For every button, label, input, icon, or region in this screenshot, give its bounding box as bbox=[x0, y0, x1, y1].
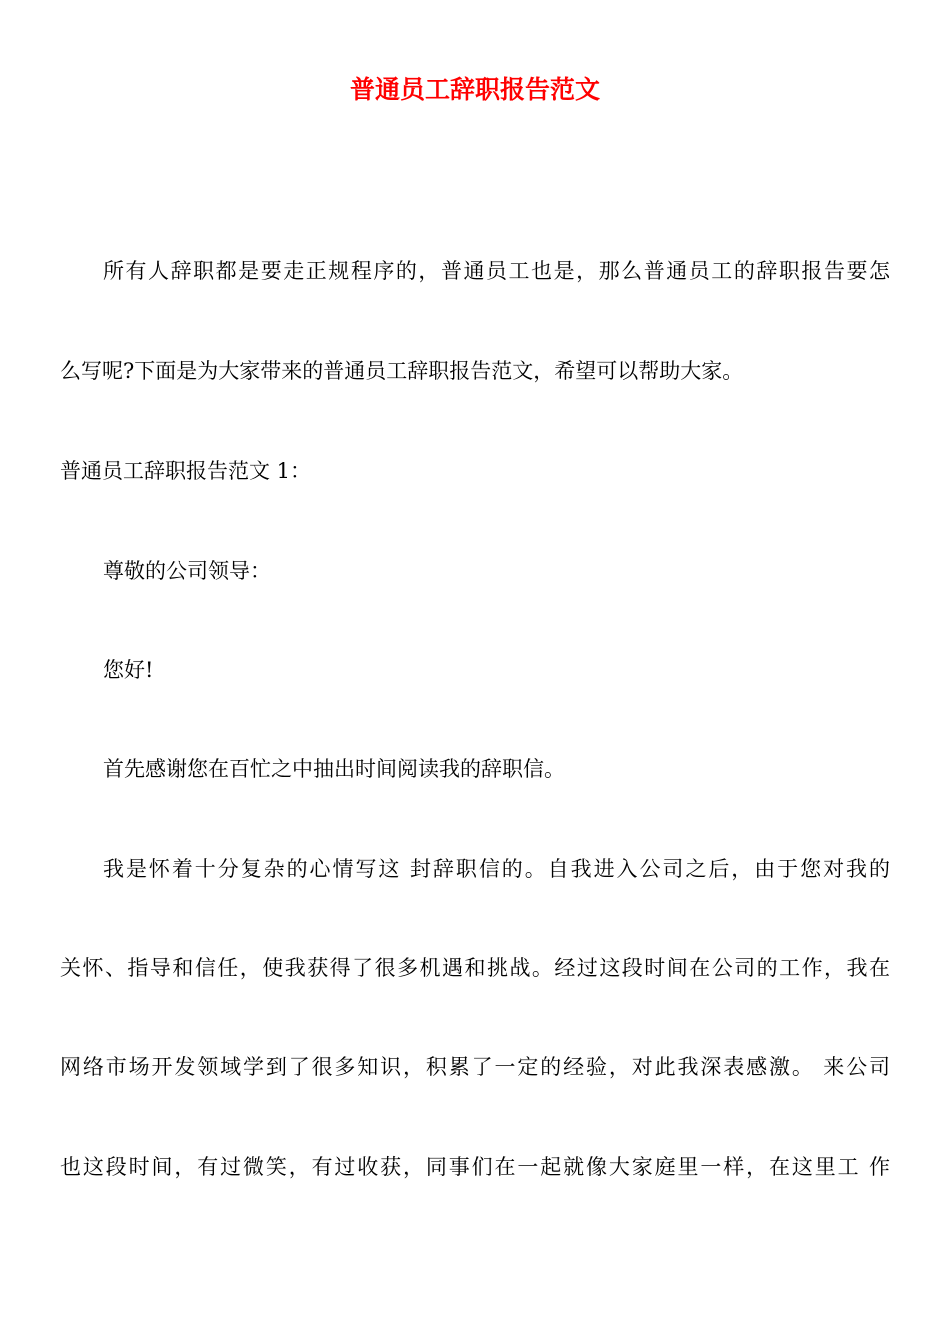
paragraph-line: 所有人辞职都是要走正规程序的，普通员工也是，那么普通员工的辞职报告要怎 bbox=[103, 259, 890, 283]
document-title: 普通员工辞职报告范文 bbox=[349, 75, 600, 104]
paragraph-line: 也这段时间，有过微笑，有过收获，同事们在一起就像大家庭里一样，在这里工 作 bbox=[60, 1155, 890, 1179]
paragraph-line: 我是怀着十分复杂的心情写这 封辞职信的。自我进入公司之后，由于您对我的 bbox=[103, 857, 890, 881]
paragraph-line: 么写呢?下面是为大家带来的普通员工辞职报告范文，希望可以帮助大家。 bbox=[60, 359, 744, 383]
paragraph-line: 首先感谢您在百忙之中抽出时间阅读我的辞职信。 bbox=[103, 757, 565, 781]
salutation: 尊敬的公司领导： bbox=[103, 559, 271, 583]
paragraph-line: 关怀、指导和信任，使我获得了很多机遇和挑战。经过这段时间在公司的工作，我在 bbox=[60, 956, 890, 980]
paragraph-line: 网络市场开发领域学到了很多知识，积累了一定的经验，对此我深表感激。 来公司 bbox=[60, 1055, 890, 1079]
greeting: 您好! bbox=[103, 658, 154, 682]
section-heading: 普通员工辞职报告范文 1： bbox=[60, 459, 312, 483]
